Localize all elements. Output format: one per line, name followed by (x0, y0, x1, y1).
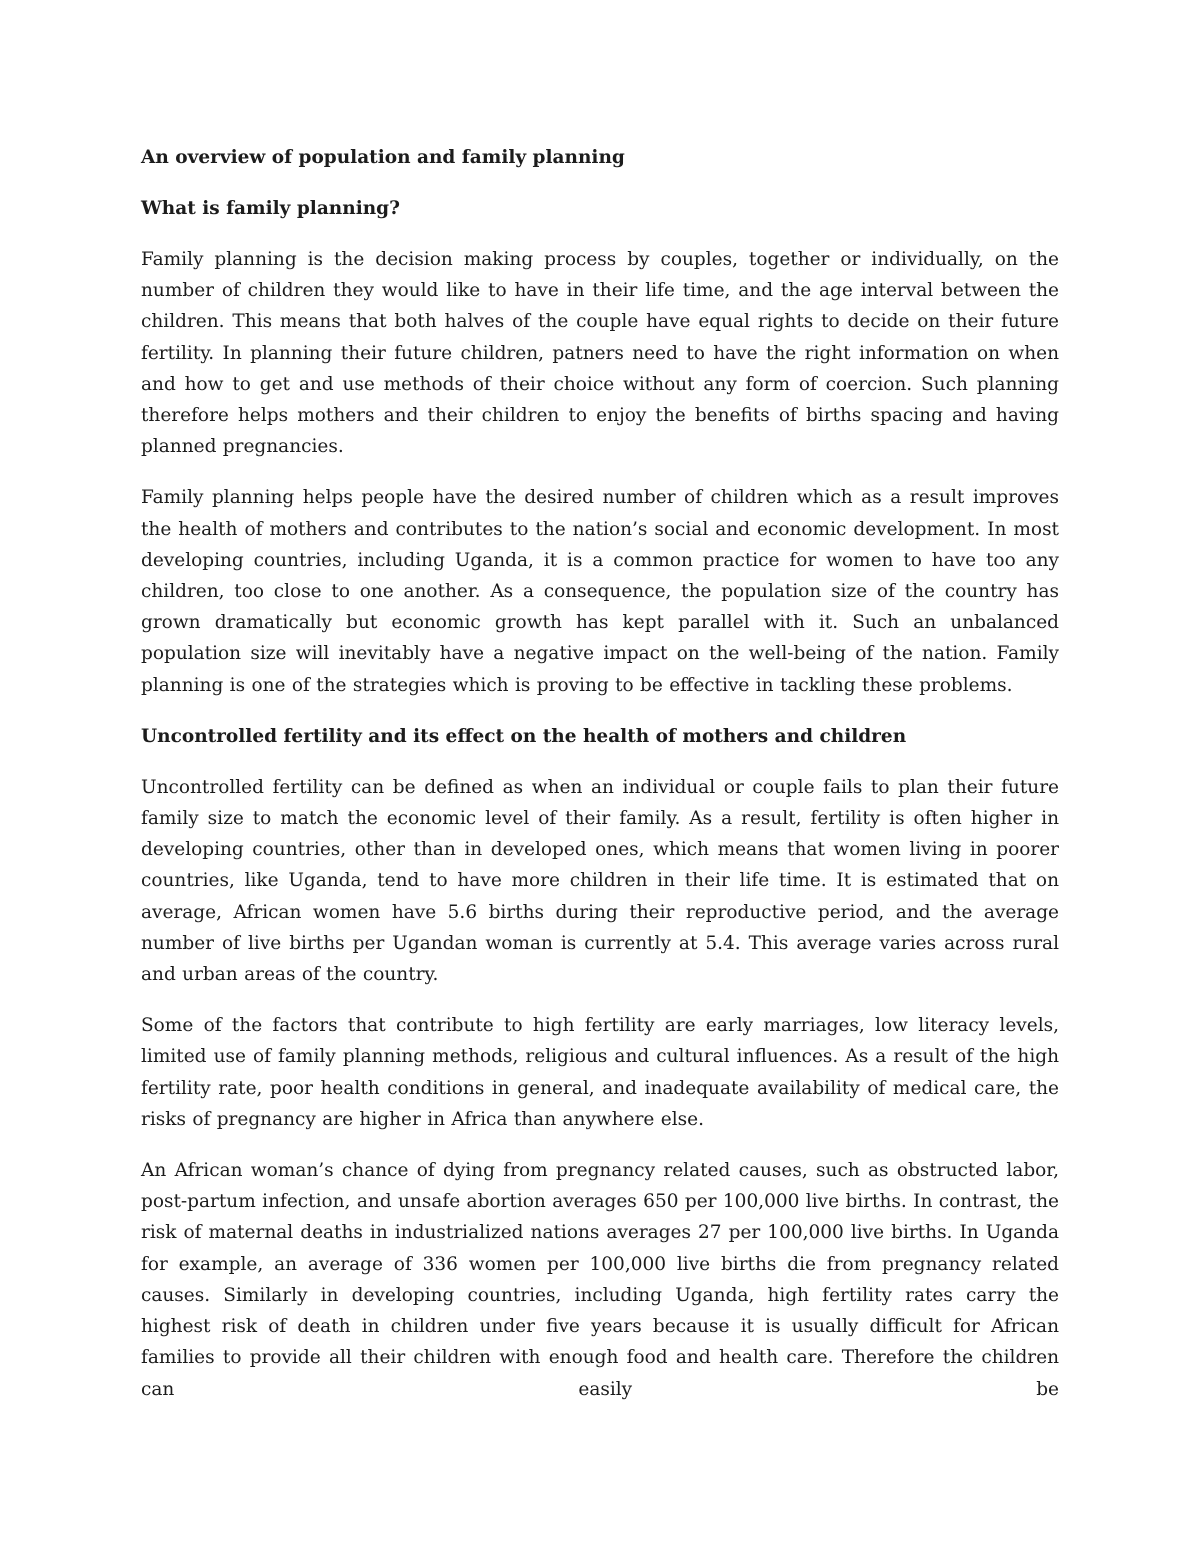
document-title: An overview of population and family planning (141, 147, 625, 168)
paragraph-family-planning-benefits: Family planning helps people have the desired number of children which as a result improves the health of mothers and contributes to the nation’s social and economic development. In most developing countries, including Uganda, it is a common practice for women to have too any children, too close to one another. As a consequence, the population size of the country has grown dramatically but economic growth has kept parallel with it. Such an unbalanced population size will inevitably have a negative impact on the well-being of the nation. Family planning is one of the strategies which is proving to be effective in tackling these problems. (141, 487, 1059, 696)
document-page (141, 142, 1059, 1425)
paragraph-high-fertility-factors: Some of the factors that contribute to high fertility are early marriages, low literacy levels, limited use of family planning methods, religious and cultural influences. As a result of the high fertility rate, poor health conditions in general, and inadequate availability of medical care, the risks of pregnancy are higher in Africa than anywhere else. (141, 1015, 1059, 1130)
paragraph-family-planning-definition: Family planning is the decision making process by couples, together or individually, on the number of children they would like to have in their life time, and the age interval between the children. This means that both halves of the couple have equal rights to decide on their future fertility. In planning their future children, patners need to have the right information on when and how to get and use methods of their choice without any form of coercion. Such planning therefore helps mothers and their children to enjoy the benefits of births spacing and having planned pregnancies. (141, 249, 1059, 458)
section-heading-uncontrolled-fertility: Uncontrolled fertility and its effect on the health of mothers and children (141, 725, 907, 747)
paragraph-maternal-mortality: An African woman’s chance of dying from pregnancy related causes, such as obstructed labor, post-partum infection, and unsafe abortion averages 650 per 100,000 live births. In contrast, the risk of maternal deaths in industrialized nations averages 27 per 100,000 live births. In Uganda for example, an average of 336 women per 100,000 live births die from pregnancy related causes. Similarly in developing countries, including Uganda, high fertility rates carry the highest risk of death in children under five years because it is usually difficult for African families to provide all their children with enough food and health care. Therefore the children can easily be (141, 1160, 1059, 1400)
paragraph-uncontrolled-fertility-definition: Uncontrolled fertility can be defined as when an individual or couple fails to plan their future family size to match the economic level of their family. As a result, fertility is often higher in developing countries, other than in developed ones, which means that women living in poorer countries, like Uganda, tend to have more children in their life time. It is estimated that on average, African women have 5.6 births during their reproductive period, and the average number of live births per Ugandan woman is currently at 5.4. This average varies across rural and urban areas of the country. (141, 776, 1059, 986)
section-heading-what-is-family-planning: What is family planning? (141, 198, 400, 219)
